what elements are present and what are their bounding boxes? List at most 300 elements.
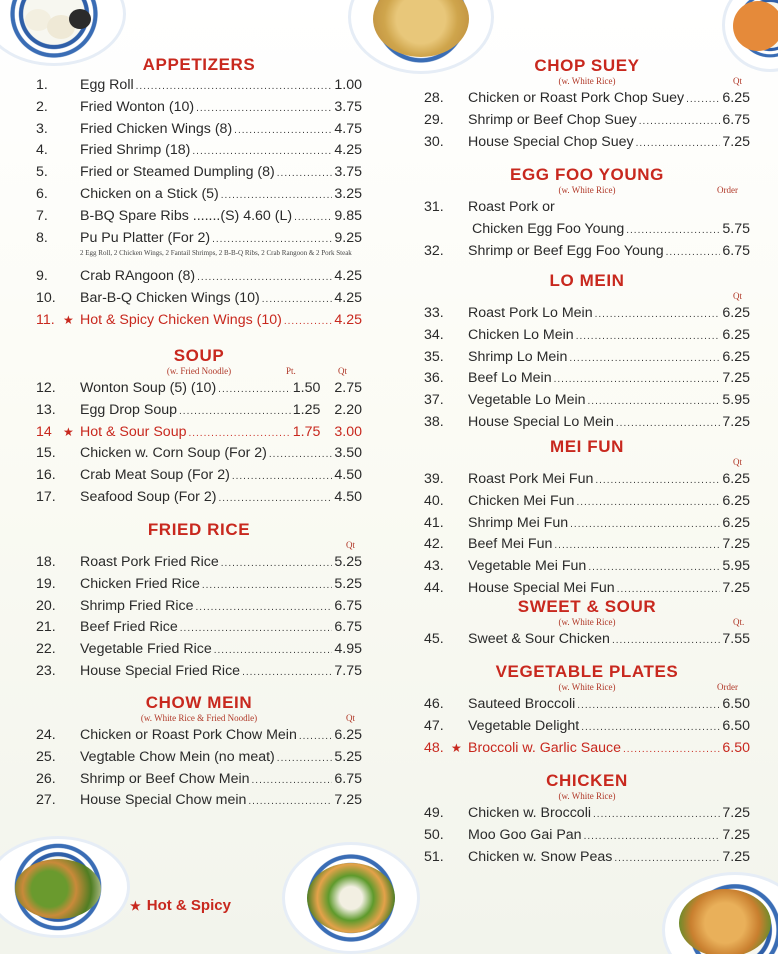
menu-section-lo-mein <box>424 271 750 434</box>
menu-section-chop-suey <box>424 56 750 153</box>
item-number: 18. <box>36 554 56 570</box>
item-name: Shrimp or Beef Chow Mein <box>80 770 250 787</box>
item-name: Chicken w. Corn Soup (For 2) <box>80 445 267 462</box>
menu-item <box>424 132 750 154</box>
item-price: 1.75 <box>292 423 321 440</box>
section-subheader <box>36 366 362 378</box>
size-column-header: Pt. <box>286 366 296 376</box>
menu-item <box>424 556 750 578</box>
item-name: House Special Chop Suey <box>468 133 634 150</box>
item-line <box>468 368 750 391</box>
item-number: 22. <box>36 641 56 658</box>
item-number: 42. <box>424 536 444 553</box>
item-line <box>80 790 362 813</box>
dot-leader <box>248 791 332 813</box>
item-note: 2 Egg Roll, 2 Chicken Wings, 2 Fantail Shrimps, 2 B-B-Q Ribs, 2 Crab Rangoon & 2 Pork Steak <box>80 249 352 258</box>
item-line <box>80 747 362 770</box>
menu-section-appetizers <box>36 55 362 332</box>
dot-leader <box>277 748 333 770</box>
dot-leader <box>188 423 290 445</box>
dot-leader <box>616 413 720 435</box>
item-number: 17. <box>36 488 56 505</box>
item-line <box>80 184 362 207</box>
item-line <box>80 443 362 466</box>
item-number: 36. <box>424 370 444 387</box>
item-price: 5.75 <box>722 220 750 237</box>
hot-spicy-star-icon: ★ <box>451 740 462 755</box>
size-column-header: Qt <box>733 457 742 467</box>
item-line <box>468 738 750 761</box>
menu-item <box>36 596 362 618</box>
dot-leader <box>284 311 333 333</box>
chicken-plate-image-right <box>662 872 778 954</box>
item-number: 15. <box>36 445 56 462</box>
item-name: Beef Fried Rice <box>80 619 178 636</box>
item-line <box>468 629 750 652</box>
item-name: Egg Drop Soup <box>80 401 178 418</box>
item-name: Chicken Lo Mein <box>468 326 574 343</box>
item-line <box>80 228 362 251</box>
item-name: House Special Chow mein <box>80 792 247 809</box>
menu-item <box>36 310 362 332</box>
item-name: Shrimp Mei Fun <box>468 514 569 531</box>
dot-leader <box>196 597 333 619</box>
item-name: Shrimp Lo Mein <box>468 348 568 365</box>
dot-leader <box>202 575 333 597</box>
item-price: 9.85 <box>334 207 362 224</box>
item-number: 2. <box>36 98 48 115</box>
star-icon: ★ <box>130 899 141 913</box>
item-price: 4.95 <box>334 641 362 658</box>
item-number: 49. <box>424 805 444 821</box>
menu-item <box>424 303 750 325</box>
item-number: 40. <box>424 492 444 509</box>
item-name: Vegetable Fried Rice <box>80 641 212 658</box>
section-subheader <box>424 185 750 197</box>
menu-item <box>36 400 362 422</box>
size-column-header: Qt <box>338 366 347 376</box>
item-line <box>80 596 362 619</box>
item-number: 46. <box>424 696 444 712</box>
menu-item <box>424 368 750 390</box>
item-line <box>468 197 555 219</box>
item-number: 28. <box>424 90 444 106</box>
dot-leader <box>686 89 720 111</box>
section-title: MEI FUN <box>549 437 625 456</box>
dot-leader <box>221 553 333 575</box>
dot-leader <box>576 326 721 348</box>
item-name: Shrimp or Beef Chop Suey <box>468 111 637 128</box>
menu-item <box>36 228 362 250</box>
item-number: 39. <box>424 471 444 487</box>
item-line <box>80 206 362 229</box>
menu-section-soup <box>36 346 362 509</box>
dot-leader <box>218 379 291 401</box>
item-price: 6.25 <box>722 492 750 509</box>
section-title: SOUP <box>173 346 225 365</box>
item-line <box>468 412 750 435</box>
item-line <box>80 574 362 597</box>
menu-item <box>36 378 362 400</box>
item-price: 6.50 <box>722 717 750 734</box>
item-number: 3. <box>36 120 48 137</box>
item-name: House Special Mei Fun <box>468 579 615 596</box>
item-line <box>468 847 750 870</box>
section-title: EGG FOO YOUNG <box>510 165 664 184</box>
item-name: Fried or Steamed Dumpling (8) <box>80 164 275 181</box>
item-name: House Special Fried Rice <box>80 662 241 679</box>
menu-item <box>424 825 750 847</box>
menu-item <box>36 443 362 465</box>
item-line <box>80 487 362 510</box>
item-name: Beef Lo Mein <box>468 370 552 387</box>
menu-item <box>36 769 362 791</box>
menu-item <box>424 88 750 110</box>
item-price: 6.50 <box>722 696 750 712</box>
size-column-header: Order <box>717 682 738 692</box>
item-line <box>468 534 750 557</box>
item-name: Wonton Soup (5) (10) <box>80 380 217 396</box>
section-subtitle: (w. White Rice) <box>558 791 616 801</box>
item-number: 51. <box>424 848 444 865</box>
menu-item <box>424 325 750 347</box>
item-line <box>468 132 750 155</box>
item-price: 6.25 <box>334 727 362 743</box>
item-name: Roast Pork Mei Fun <box>468 471 594 487</box>
dot-leader <box>554 535 720 557</box>
item-price: 4.25 <box>334 268 362 285</box>
item-number: 43. <box>424 558 444 575</box>
item-price: 6.75 <box>722 111 750 128</box>
section-title: LO MEIN <box>549 271 625 290</box>
item-name: Chicken or Roast Pork Chop Suey <box>468 90 685 106</box>
item-price: 6.75 <box>334 619 362 636</box>
menu-item <box>36 552 362 574</box>
item-number: 31. <box>424 199 444 215</box>
dot-leader <box>595 470 720 492</box>
section-title: CHICKEN <box>546 771 628 790</box>
section-subheader <box>36 713 362 725</box>
item-name: Shrimp Fried Rice <box>80 597 194 614</box>
item-number: 34. <box>424 326 444 343</box>
item-price: 3.25 <box>334 185 362 202</box>
item-price: 3.50 <box>334 445 362 462</box>
item-name: Roast Pork Fried Rice <box>80 554 219 570</box>
item-name: B-BQ Spare Ribs .......(S) 4.60 (L) <box>80 207 293 224</box>
menu-section-vegetable-plates <box>424 662 750 759</box>
item-price: 3.75 <box>334 164 362 181</box>
item-name: Beef Mei Fun <box>468 536 553 553</box>
item-line <box>80 422 362 445</box>
item-name: Roast Pork Lo Mein <box>468 305 593 321</box>
menu-item <box>424 694 750 716</box>
item-price: 4.25 <box>334 311 362 328</box>
item-number: 21. <box>36 619 56 636</box>
item-number: 29. <box>424 111 444 128</box>
dot-leader <box>232 466 333 488</box>
item-price: 4.50 <box>334 488 362 505</box>
item-number: 26. <box>36 770 56 787</box>
item-number: 11. <box>36 311 55 328</box>
item-name: Vegtable Chow Mein (no meat) <box>80 748 275 765</box>
item-line <box>80 140 362 163</box>
item-line <box>80 552 362 575</box>
item-line <box>468 694 750 717</box>
item-price: 4.25 <box>334 142 362 159</box>
hot-spicy-star-icon: ★ <box>63 312 74 327</box>
dot-leader <box>554 369 721 391</box>
item-price-quart: 3.00 <box>334 423 362 440</box>
dot-leader <box>576 492 720 514</box>
menu-item <box>36 184 362 206</box>
item-line <box>468 241 750 264</box>
item-number: 5. <box>36 164 48 181</box>
item-number: 30. <box>424 133 444 150</box>
menu-item <box>36 422 362 444</box>
hot-spicy-legend <box>130 897 231 914</box>
menu-section-egg-foo-young <box>424 165 750 262</box>
item-number: 24. <box>36 727 56 743</box>
item-line <box>468 88 750 111</box>
menu-item <box>424 491 750 513</box>
item-line <box>468 110 750 133</box>
section-title: APPETIZERS <box>142 55 256 74</box>
dot-leader <box>595 304 721 326</box>
dot-leader <box>221 185 333 207</box>
menu-item <box>424 738 750 760</box>
item-price: 6.25 <box>722 326 750 343</box>
item-price: 7.25 <box>334 792 362 809</box>
item-price-quart: 2.75 <box>334 380 362 396</box>
section-subheader <box>424 291 750 303</box>
menu-item <box>424 534 750 556</box>
item-number: 10. <box>36 290 56 307</box>
menu-item <box>36 725 362 747</box>
item-number: 32. <box>424 242 444 259</box>
item-number: 12. <box>36 380 56 396</box>
section-subtitle: (w. White Rice) <box>558 682 616 692</box>
item-price: 7.25 <box>722 536 750 553</box>
item-number: 38. <box>424 413 444 430</box>
item-price: 7.25 <box>722 848 750 865</box>
menu-item <box>424 469 750 491</box>
item-line <box>80 310 362 333</box>
size-column-header: Qt. <box>733 617 745 627</box>
item-price: 7.75 <box>334 662 362 679</box>
item-price: 4.50 <box>334 467 362 484</box>
item-price: 9.25 <box>334 229 362 246</box>
item-price-quart: 2.20 <box>334 401 362 418</box>
size-column-header: Qt <box>346 713 355 723</box>
item-price: 4.25 <box>334 290 362 307</box>
dot-leader <box>277 163 333 185</box>
item-price: 4.75 <box>334 120 362 137</box>
item-name: Sweet & Sour Chicken <box>468 631 610 647</box>
item-price: 7.25 <box>722 805 750 821</box>
item-number: 4. <box>36 142 48 159</box>
dot-leader <box>212 229 332 251</box>
item-price: 6.75 <box>334 770 362 787</box>
item-number: 50. <box>424 826 444 843</box>
legend-label: Hot & Spicy <box>146 897 231 914</box>
item-price: 1.50 <box>292 380 321 396</box>
dot-leader <box>588 557 720 579</box>
item-line <box>80 162 362 185</box>
item-line <box>468 303 750 326</box>
dot-leader <box>196 98 332 120</box>
item-price: 5.95 <box>722 392 750 409</box>
item-price: 6.75 <box>722 242 750 259</box>
menu-item <box>36 288 362 310</box>
menu-item <box>424 803 750 825</box>
dot-leader <box>577 695 720 717</box>
size-column-header: Qt <box>733 291 742 301</box>
dot-leader <box>294 207 332 229</box>
item-name: Hot & Spicy Chicken Wings (10) <box>80 311 282 328</box>
item-price: 1.25 <box>292 401 321 418</box>
vegetable-plate-image-left <box>0 836 130 938</box>
menu-item <box>424 629 750 651</box>
menu-item <box>36 639 362 661</box>
item-price: 6.25 <box>722 471 750 487</box>
menu-item <box>36 617 362 639</box>
size-column-header: Order <box>717 185 738 195</box>
item-line <box>468 556 750 579</box>
menu-item <box>424 847 750 869</box>
dot-leader <box>180 618 333 640</box>
item-number: 37. <box>424 392 444 409</box>
section-subtitle: (w. Fried Noodle) <box>166 366 232 376</box>
item-line <box>80 769 362 792</box>
menu-item <box>36 747 362 769</box>
item-line <box>468 513 750 536</box>
section-subtitle: (w. White Rice) <box>558 185 616 195</box>
section-subheader <box>424 682 750 694</box>
item-name: Chicken w. Broccoli <box>468 805 592 821</box>
dot-leader <box>593 804 720 826</box>
item-name: Chicken w. Snow Peas <box>468 848 613 865</box>
dot-leader <box>636 133 721 155</box>
item-price: 6.25 <box>722 305 750 321</box>
item-price: 6.50 <box>722 739 750 756</box>
item-price: 5.25 <box>334 554 362 570</box>
item-number: 19. <box>36 575 56 592</box>
menu-section-fried-rice <box>36 520 362 683</box>
dot-leader <box>234 120 332 142</box>
item-price: 7.25 <box>722 826 750 843</box>
section-subtitle: (w. White Rice) <box>558 617 616 627</box>
item-price: 6.75 <box>334 597 362 614</box>
dot-leader <box>588 391 721 413</box>
menu-item <box>424 219 750 241</box>
item-number: 23. <box>36 662 56 679</box>
menu-item <box>424 513 750 535</box>
menu-item <box>36 162 362 184</box>
item-number: 44. <box>424 579 444 596</box>
item-name: Chicken Mei Fun <box>468 492 575 509</box>
item-number: 16. <box>36 467 56 484</box>
item-number: 45. <box>424 631 444 647</box>
menu-item <box>36 574 362 596</box>
section-subheader <box>424 457 750 469</box>
item-number: 8. <box>36 229 48 246</box>
menu-item <box>36 790 362 812</box>
item-name: Vegetable Lo Mein <box>468 392 586 409</box>
item-name: Shrimp or Beef Egg Foo Young <box>468 242 664 259</box>
section-subheader <box>424 76 750 88</box>
section-title: SWEET & SOUR <box>517 597 657 616</box>
item-price: 7.55 <box>722 631 750 647</box>
dot-leader <box>197 267 332 289</box>
dot-leader <box>569 348 720 370</box>
menu-item <box>424 347 750 369</box>
item-line <box>80 97 362 120</box>
item-name: Seafood Soup (For 2) <box>80 488 217 505</box>
item-price: 5.95 <box>722 558 750 575</box>
menu-item <box>424 390 750 412</box>
dot-leader <box>214 640 333 662</box>
menu-section-sweet-sour <box>424 597 750 651</box>
section-subtitle: (w. White Rice & Fried Noodle) <box>140 713 258 723</box>
item-name: Egg Roll <box>80 77 134 93</box>
menu-item <box>36 140 362 162</box>
section-title: VEGETABLE PLATES <box>495 662 679 681</box>
item-price: 7.25 <box>722 413 750 430</box>
item-line <box>468 825 750 848</box>
menu-item <box>424 110 750 132</box>
item-line <box>80 617 362 640</box>
dot-leader <box>612 630 720 652</box>
item-line <box>468 803 750 826</box>
item-line <box>80 266 362 289</box>
dot-leader <box>252 770 333 792</box>
item-line <box>468 491 750 514</box>
item-name: Roast Pork or <box>468 199 555 215</box>
item-line <box>80 288 362 311</box>
section-subtitle: (w. White Rice) <box>558 76 616 86</box>
item-line <box>468 716 750 739</box>
dot-leader <box>218 488 332 510</box>
dot-leader <box>639 111 721 133</box>
vegetable-plate-image-center <box>282 842 420 954</box>
item-number: 14 <box>36 423 52 440</box>
item-line <box>468 347 750 370</box>
item-line <box>80 725 362 748</box>
item-number: 48. <box>424 739 444 756</box>
item-name: House Special Lo Mein <box>468 413 614 430</box>
section-title: FRIED RICE <box>147 520 251 539</box>
item-number: 27. <box>36 792 56 809</box>
item-line <box>80 465 362 488</box>
dot-leader <box>584 826 721 848</box>
item-line <box>468 390 750 413</box>
menu-item <box>36 75 362 97</box>
item-name: Fried Wonton (10) <box>80 98 195 115</box>
menu-item <box>36 266 362 288</box>
item-number: 13. <box>36 401 56 418</box>
item-name: Crab RAngoon (8) <box>80 268 196 285</box>
item-line <box>80 378 362 401</box>
section-subheader <box>424 617 750 629</box>
item-line <box>80 661 362 684</box>
item-name: Sauteed Broccoli <box>468 696 576 712</box>
dot-leader <box>581 717 720 739</box>
item-name: Chicken Fried Rice <box>80 575 200 592</box>
item-line <box>472 219 750 242</box>
item-number: 47. <box>424 717 444 734</box>
hot-spicy-star-icon: ★ <box>63 424 74 439</box>
item-price: 5.25 <box>334 748 362 765</box>
